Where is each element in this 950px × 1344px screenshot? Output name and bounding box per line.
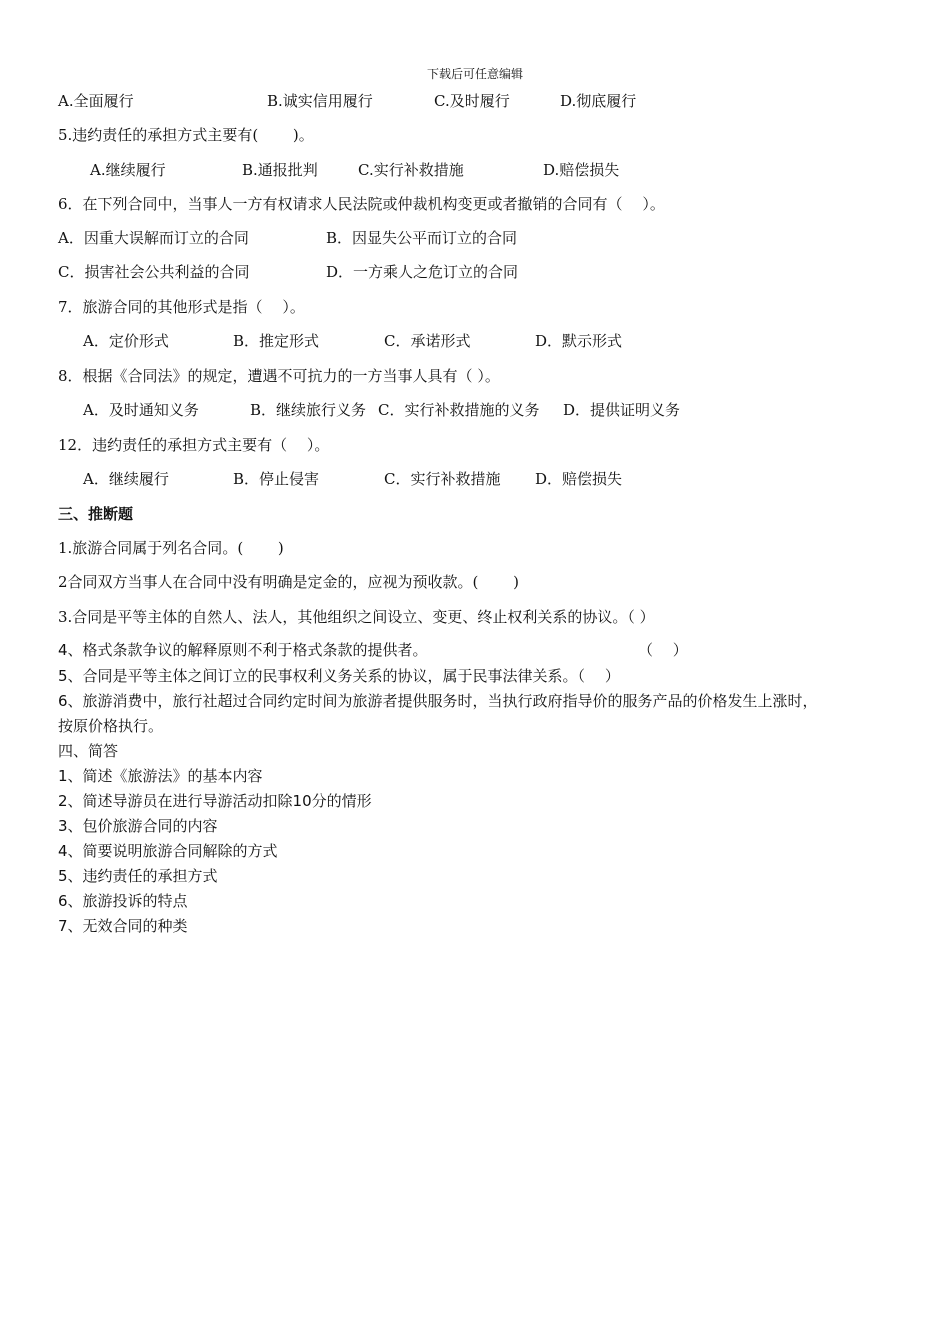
section-3-title: 三、推断题 xyxy=(58,505,134,523)
q6-option-a: A．因重大误解而订立的合同 xyxy=(58,229,249,247)
q6-stem: 6．在下列合同中，当事人一方有权请求人民法院或仲裁机构变更或者撤销的合同有（ ）。 xyxy=(58,195,665,213)
q8-option-a: A．及时通知义务 xyxy=(83,401,199,419)
q12-option-b: B．停止侵害 xyxy=(233,470,320,488)
q12-option-a: A．继续履行 xyxy=(83,470,169,488)
q8-option-b: B．继续旅行义务 xyxy=(250,401,367,419)
q5-option-c: C.实行补救措施 xyxy=(358,161,464,179)
q6-option-c: C．损害社会公共利益的合同 xyxy=(58,263,250,281)
q4-option-d: D.彻底履行 xyxy=(560,92,637,110)
q12-option-c: C．实行补救措施 xyxy=(384,470,501,488)
q4-option-c: C.及时履行 xyxy=(434,92,510,110)
page-header: 下载后可任意编辑 xyxy=(426,67,523,81)
q7-option-c: C．承诺形式 xyxy=(384,332,471,350)
q5-option-b: B.通报批判 xyxy=(242,161,318,179)
q4-option-b: B.诚实信用履行 xyxy=(267,92,373,110)
q6-option-b: B．因显失公平而订立的合同 xyxy=(326,229,518,247)
section-4-title: 四、简答 xyxy=(58,742,119,760)
q12-option-d: D．赔偿损失 xyxy=(535,470,623,488)
judge-item-6-line-1: 6、旅游消费中，旅行社超过合同约定时间为旅游者提供服务时，当执行政府指导价的服务产品的价格发生上涨时， xyxy=(58,692,818,710)
q5-option-d: D.赔偿损失 xyxy=(543,161,620,179)
q7-stem: 7．旅游合同的其他形式是指（ ）。 xyxy=(58,298,305,316)
judge-item-1: 1.旅游合同属于列名合同。( ) xyxy=(58,539,284,557)
judge-item-3: 3.合同是平等主体的自然人、法人，其他组织之间设立、变更、终止权利关系的协议。（ ） xyxy=(58,608,655,626)
q5-stem: 5.违约责任的承担方式主要有( )。 xyxy=(58,126,314,144)
q4-option-a: A.全面履行 xyxy=(58,92,134,110)
q7-option-d: D．默示形式 xyxy=(535,332,623,350)
judge-item-6-line-2: 按原价格执行。 xyxy=(58,717,164,735)
judge-item-4: 4、格式条款争议的解释原则不利于格式条款的提供者。 xyxy=(58,641,428,659)
short-answer-7: 7、无效合同的种类 xyxy=(58,917,188,935)
short-answer-3: 3、包价旅游合同的内容 xyxy=(58,817,218,835)
q6-option-d: D．一方乘人之危订立的合同 xyxy=(326,263,519,281)
short-answer-2: 2、简述导游员在进行导游活动扣除10分的情形 xyxy=(58,792,372,810)
short-answer-4: 4、简要说明旅游合同解除的方式 xyxy=(58,842,278,860)
short-answer-6: 6、旅游投诉的特点 xyxy=(58,892,188,910)
short-answer-1: 1、简述《旅游法》的基本内容 xyxy=(58,767,263,785)
q5-option-a: A.继续履行 xyxy=(90,161,166,179)
judge-item-4-paren: （ ） xyxy=(638,641,688,659)
short-answer-5: 5、违约责任的承担方式 xyxy=(58,867,218,885)
q12-stem: 12．违约责任的承担方式主要有（ ）。 xyxy=(58,436,330,454)
q7-option-b: B．推定形式 xyxy=(233,332,320,350)
judge-item-2: 2合同双方当事人在合同中没有明确是定金的，应视为预收款。( ) xyxy=(58,573,520,591)
q8-option-d: D．提供证明义务 xyxy=(563,401,681,419)
q8-option-c: C．实行补救措施的义务 xyxy=(378,401,540,419)
judge-item-5: 5、合同是平等主体之间订立的民事权利义务关系的协议，属于民事法律关系。（ ） xyxy=(58,667,620,685)
q7-option-a: A．定价形式 xyxy=(83,332,169,350)
q8-stem: 8．根据《合同法》的规定，遭遇不可抗力的一方当事人具有（ ）。 xyxy=(58,367,500,385)
